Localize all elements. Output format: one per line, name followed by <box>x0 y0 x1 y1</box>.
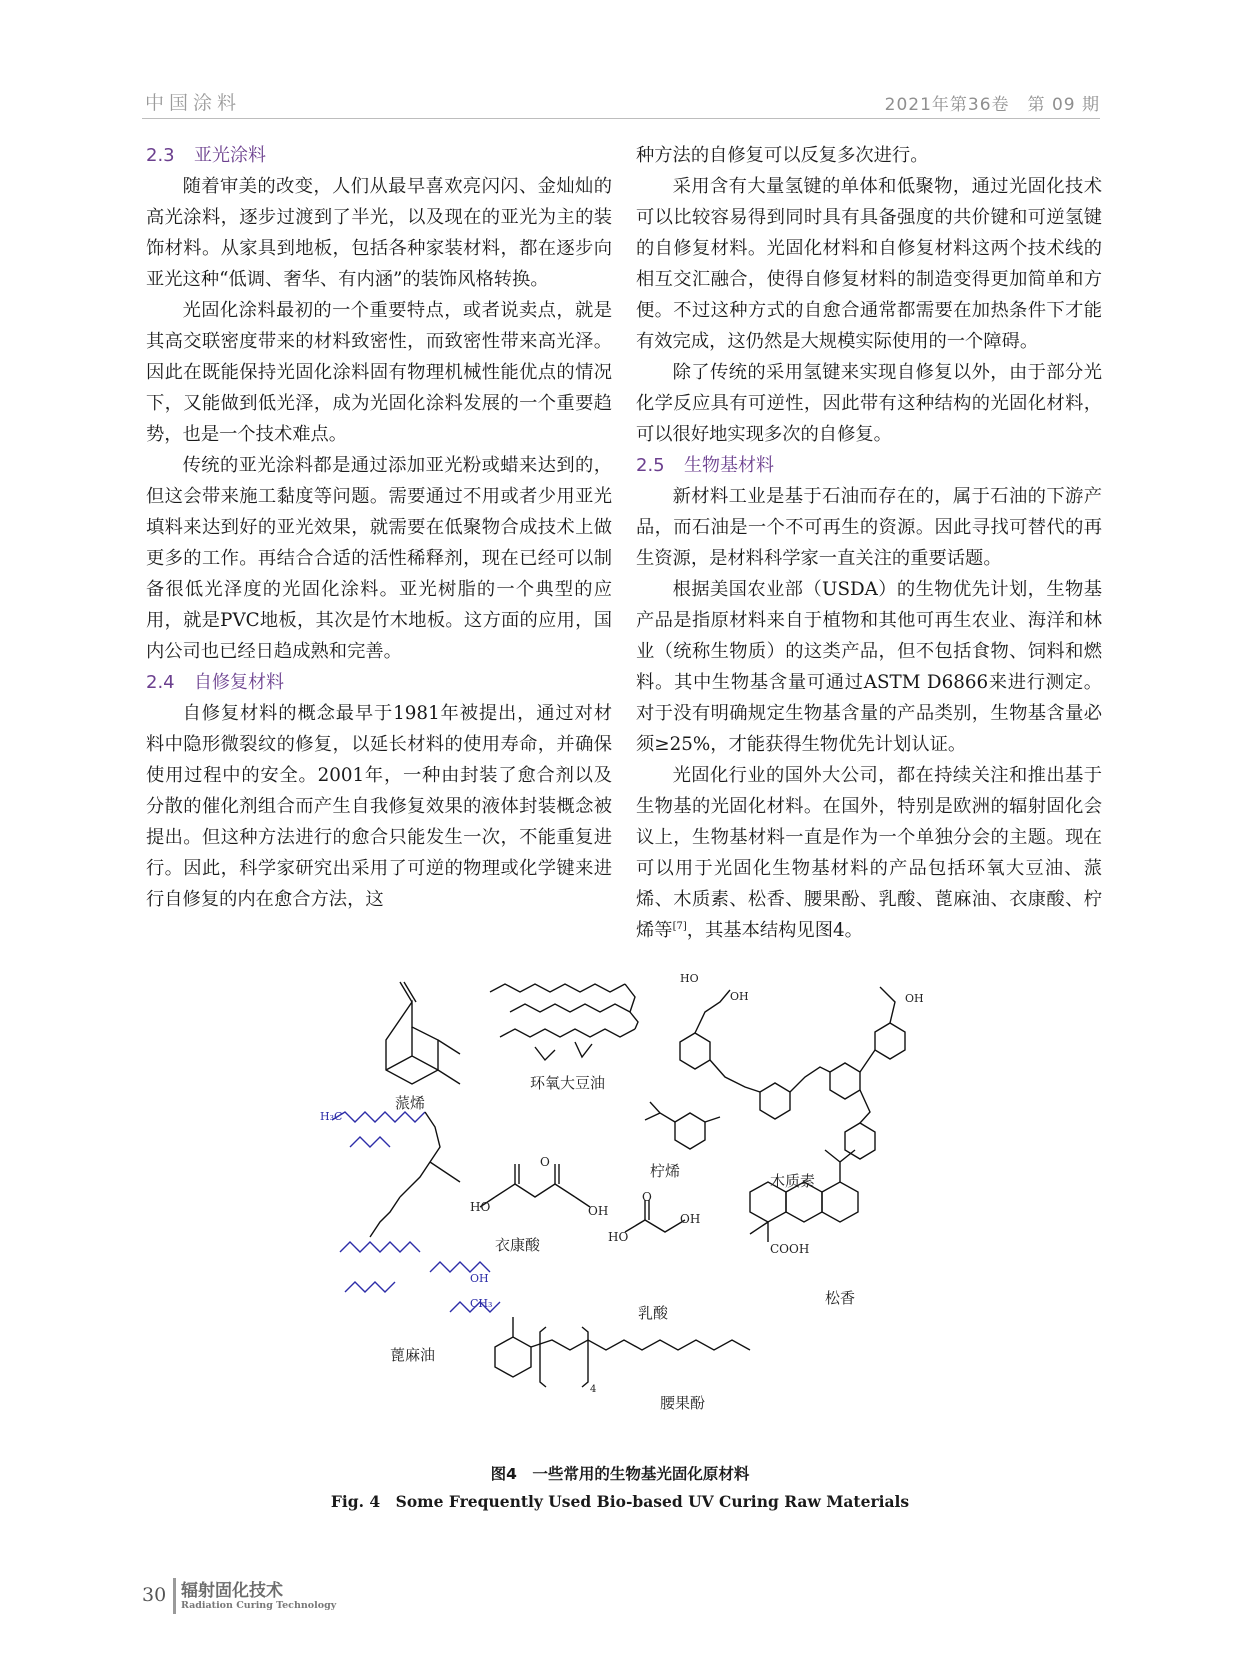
rosin-structure <box>750 1150 858 1242</box>
right-column <box>636 140 1102 946</box>
chem-label: HO <box>470 1200 491 1214</box>
chem-label: H₃C <box>320 1110 343 1123</box>
page-number: 30 <box>142 1584 167 1606</box>
issue-info: 2021年第36卷 第 09 期 <box>884 95 1100 115</box>
footer-journal-cn: 辐射固化技术 <box>181 1581 283 1601</box>
paragraph: 除了传统的采用氢键来实现自修复以外，由于部分光化学反应具有可逆性，因此带有这种结构的光固化材料，可以很好地实现多次的自修复。 <box>636 362 1102 445</box>
itaconic-acid-structure <box>480 1164 590 1207</box>
label-cardanol: 腰果酚 <box>660 1394 706 1412</box>
figure-4 <box>320 972 940 1442</box>
paragraph: 随着审美的改变，人们从最早喜欢亮闪闪、金灿灿的高光涂料，逐步过渡到了半光，以及现在的亚光为主的装饰材料。从家具到地板，包括各种家装材料，都在逐步向亚光这种“低调、奢华、有内涵”的装饰风格转换。 <box>146 176 612 290</box>
chem-label: OH <box>730 990 749 1003</box>
header-rule <box>142 118 1100 119</box>
section-heading-2-3: 2.3 亚光涂料 <box>146 145 266 166</box>
lactic-acid-structure <box>625 1200 685 1232</box>
limonene-structure <box>645 1102 720 1149</box>
left-column <box>146 140 612 915</box>
chem-label: OH <box>905 992 924 1005</box>
label-itaconic-acid: 衣康酸 <box>495 1236 541 1254</box>
footer-journal-en: Radiation Curing Technology <box>181 1600 337 1611</box>
pinene-structure <box>386 982 460 1084</box>
section-heading-2-5: 2.5 生物基材料 <box>636 455 774 476</box>
label-soybean-oil: 环氧大豆油 <box>530 1074 606 1092</box>
label-lignin: 木质素 <box>770 1172 816 1190</box>
chem-label: O <box>540 1155 550 1169</box>
chem-label: OH <box>588 1204 609 1218</box>
chem-label: CH₃ <box>470 1297 493 1310</box>
section-heading-2-4: 2.4 自修复材料 <box>146 672 284 693</box>
paragraph: 自修复材料的概念最早于1981年被提出，通过对材料中隐形微裂纹的修复，以延长材料的使用寿命，并确保使用过程中的安全。2001年，一种由封装了愈合剂以及分散的催化剂组合而产生自我修复效果的液体封装概念被提出。但这种方法进行的愈合只能发生一次，不能重复进行。因此，科学家研究出采用了可逆的物理或化学键来进行自修复的内在愈合方法，这 <box>146 703 612 910</box>
paragraph: 新材料工业是基于石油而存在的，属于石油的下游产品，而石油是一个不可再生的资源。因此寻找可替代的再生资源，是材料科学家一直关注的重要话题。 <box>636 486 1102 569</box>
paragraph: 光固化行业的国外大公司，都在持续关注和推出基于生物基的光固化材料。在国外，特别是欧洲的辐射固化会议上，生物基材料一直是作为一个单独分会的主题。现在可以用于光固化生物基材料的产品包括环氧大豆油、蒎烯、木质素、松香、腰果酚、乳酸、蓖麻油、衣康酸、柠烯等[7]，其基本结构见图4。 <box>636 765 1102 941</box>
chem-label: OH <box>470 1272 489 1285</box>
label-pinene: 蒎烯 <box>395 1094 426 1112</box>
label-castor-oil: 蓖麻油 <box>390 1346 436 1364</box>
chem-label: O <box>642 1190 652 1204</box>
figure-caption-en: Fig. 4 Some Frequently Used Bio-based UV Curing Raw Materials <box>330 1492 910 1511</box>
paragraph: 根据美国农业部（USDA）的生物优先计划，生物基产品是指原材料来自于植物和其他可再生农业、海洋和林业（统称生物质）的这类产品，但不包括食物、饲料和燃料。其中生物基含量可通过ASTM D6866来进行测定。对于没有明确规定生物基含量的产品类别，生物基含量必须≥25%，才能获得生物优先计划认证。 <box>636 579 1102 755</box>
chem-label: COOH <box>770 1242 810 1256</box>
paragraph: 传统的亚光涂料都是通过添加亚光粉或蜡来达到的，但这会带来施工黏度等问题。需要通过不用或者少用亚光填料来达到好的亚光效果，就需要在低聚物合成技术上做更多的工作。再结合合适的活性稀释剂，现在已经可以制备很低光泽度的光固化涂料。亚光树脂的一个典型的应用，就是PVC地板，其次是竹木地板。这方面的应用，国内公司也已经日趋成熟和完善。 <box>146 455 612 662</box>
chem-label: HO <box>608 1230 629 1244</box>
paragraph: 种方法的自修复可以反复多次进行。 <box>636 145 929 166</box>
chem-label: OH <box>680 1212 701 1226</box>
figure-caption-cn: 图4 一些常用的生物基光固化原材料 <box>490 1465 750 1483</box>
soybean-oil-structure <box>490 984 638 1060</box>
paragraph: 采用含有大量氢键的单体和低聚物，通过光固化技术可以比较容易得到同时具有具备强度的共价键和可逆氢键的自修复材料。光固化材料和自修复材料这两个技术线的相互交汇融合，使得自修复材料的制造变得更加简单和方便。不过这种方式的自愈合通常都需要在加热条件下才能有效完成，这仍然是大规模实际使用的一个障碍。 <box>636 176 1102 352</box>
chem-label: HO <box>680 972 699 985</box>
paragraph: 光固化涂料最初的一个重要特点，或者说卖点，就是其高交联密度带来的材料致密性，而致密性带来高光泽。因此在既能保持光固化涂料固有物理机械性能优点的情况下，又能做到低光泽，成为光固化涂料发展的一个重要趋势，也是一个技术难点。 <box>146 300 612 445</box>
label-rosin: 松香 <box>825 1289 856 1307</box>
footer-divider <box>173 1578 176 1614</box>
chem-label: 4 <box>590 1384 597 1395</box>
label-lactic-acid: 乳酸 <box>638 1304 669 1322</box>
cardanol-structure <box>495 1317 750 1387</box>
label-limonene: 柠烯 <box>650 1162 681 1180</box>
lignin-structure <box>680 987 905 1159</box>
journal-name: 中国涂料 <box>145 92 242 114</box>
structures-drawing <box>320 972 940 1442</box>
citation-ref[interactable]: [7] <box>672 920 687 932</box>
